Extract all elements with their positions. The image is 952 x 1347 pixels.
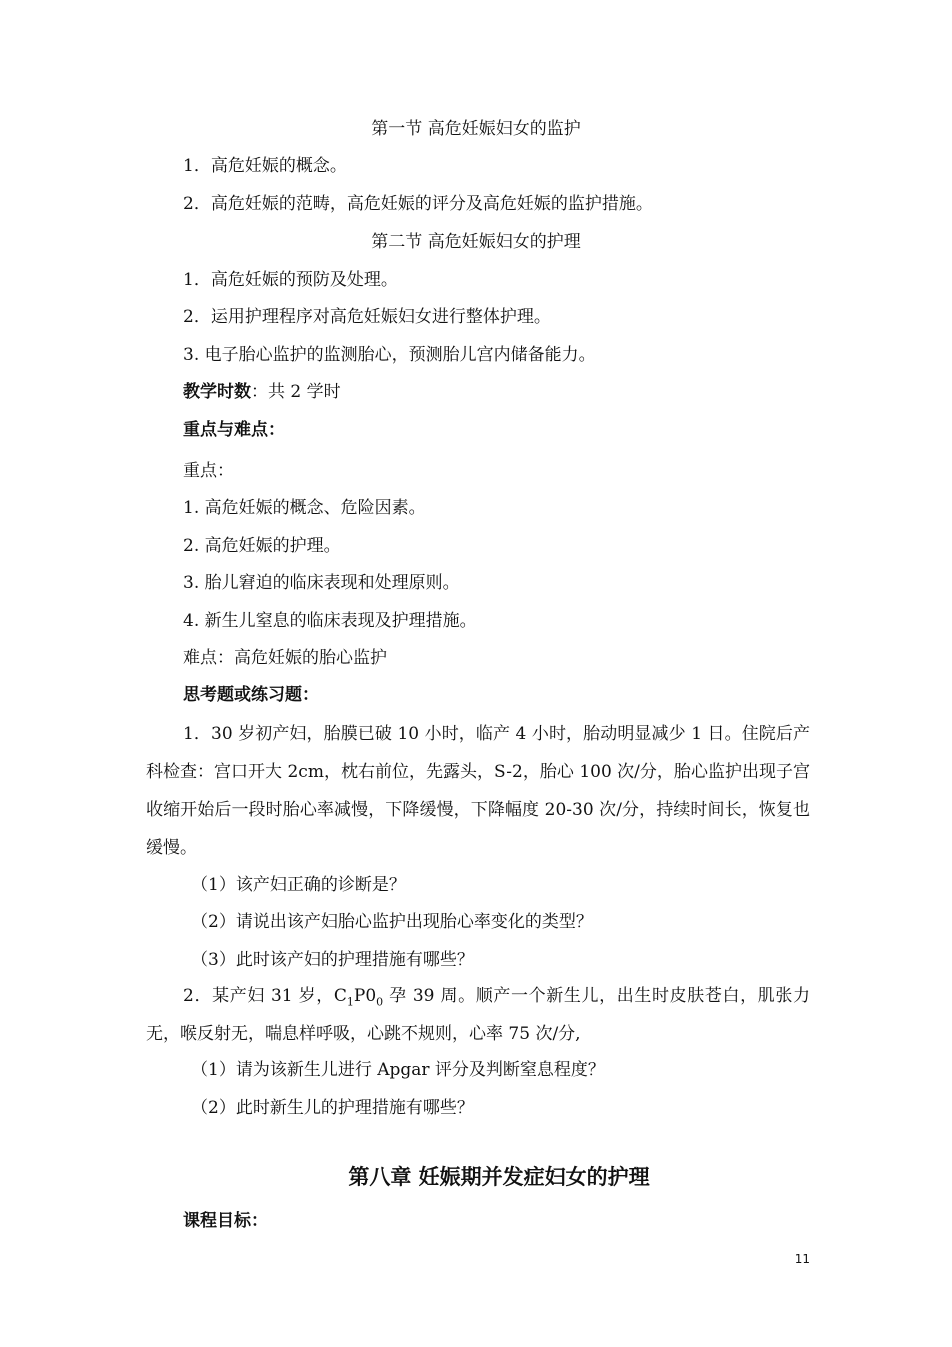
teaching-hours-label: 教学时数 <box>183 382 251 402</box>
question-2-text <box>146 977 810 1053</box>
focus-item-4: 4. 新生儿窒息的临床表现及护理措施。 <box>183 611 477 631</box>
teaching-hours <box>183 381 341 403</box>
focus-item-2: 2. 高危妊娠的护理。 <box>183 536 341 556</box>
question-2-subscript-b: 0 <box>376 995 384 1009</box>
question-2-sub-2: （2）此时新生儿的护理措施有哪些？ <box>191 1098 474 1118</box>
section1-item-2: 2．高危妊娠的范畴，高危妊娠的评分及高危妊娠的监护措施。 <box>183 194 653 214</box>
question-1-sub-3: （3）此时该产妇的护理措施有哪些？ <box>191 950 474 970</box>
teaching-hours-value: ：共 2 学时 <box>251 382 341 402</box>
chapter-8-title: 第八章 妊娠期并发症妇女的护理 <box>348 1165 650 1189</box>
question-2-part-a: 2．某产妇 31 岁，C <box>183 986 347 1006</box>
section2-title: 第二节 高危妊娠妇女的护理 <box>371 232 581 252</box>
keypoints-heading: 重点与难点： <box>183 420 285 440</box>
question-2-part-c: 孕 39 周。顺产一个新生儿，出生时皮肤苍白，肌张力无，喉反射无，喘息样呼吸，心跳不规则，心率 75 次/分, <box>146 986 810 1044</box>
question-1-text: 1．30 岁初产妇，胎膜已破 10 小时，临产 4 小时，胎动明显减少 1 日。住院后产科检查：宫口开大 2cm，枕右前位，先露头，S-2，胎心 100 次/分，胎心监护出现子宫收缩开始后一段时胎心率减慢，下降缓慢，下降幅度 20-30 次/分，持续时间长，恢复也缓慢。 <box>146 724 810 858</box>
section2-item-3: 3. 电子胎心监护的监测胎心，预测胎儿宫内储备能力。 <box>183 345 596 365</box>
section2-item-2: 2．运用护理程序对高危妊娠妇女进行整体护理。 <box>183 307 551 327</box>
page-number: 11 <box>794 1252 810 1266</box>
course-objectives-heading: 课程目标： <box>183 1211 268 1231</box>
question-2-sub-1: （1）请为该新生儿进行 Apgar 评分及判断窒息程度？ <box>191 1060 605 1080</box>
focus-item-1: 1. 高危妊娠的概念、危险因素。 <box>183 498 426 518</box>
difficulty-text: 难点：高危妊娠的胎心监护 <box>183 648 387 668</box>
section1-item-1: 1．高危妊娠的概念。 <box>183 156 347 176</box>
question-1-sub-1: （1）该产妇正确的诊断是？ <box>191 875 406 895</box>
exercises-heading: 思考题或练习题： <box>183 685 319 705</box>
section2-item-1: 1．高危妊娠的预防及处理。 <box>183 270 398 290</box>
focus-item-3: 3. 胎儿窘迫的临床表现和处理原则。 <box>183 573 460 593</box>
section1-title: 第一节 高危妊娠妇女的监护 <box>371 119 581 139</box>
focus-label: 重点： <box>183 461 234 481</box>
question-2-subscript-a: 1 <box>346 995 354 1009</box>
question-2-part-b: P0 <box>353 986 377 1006</box>
question-1-sub-2: （2）请说出该产妇胎心监护出现胎心率变化的类型？ <box>191 912 593 932</box>
